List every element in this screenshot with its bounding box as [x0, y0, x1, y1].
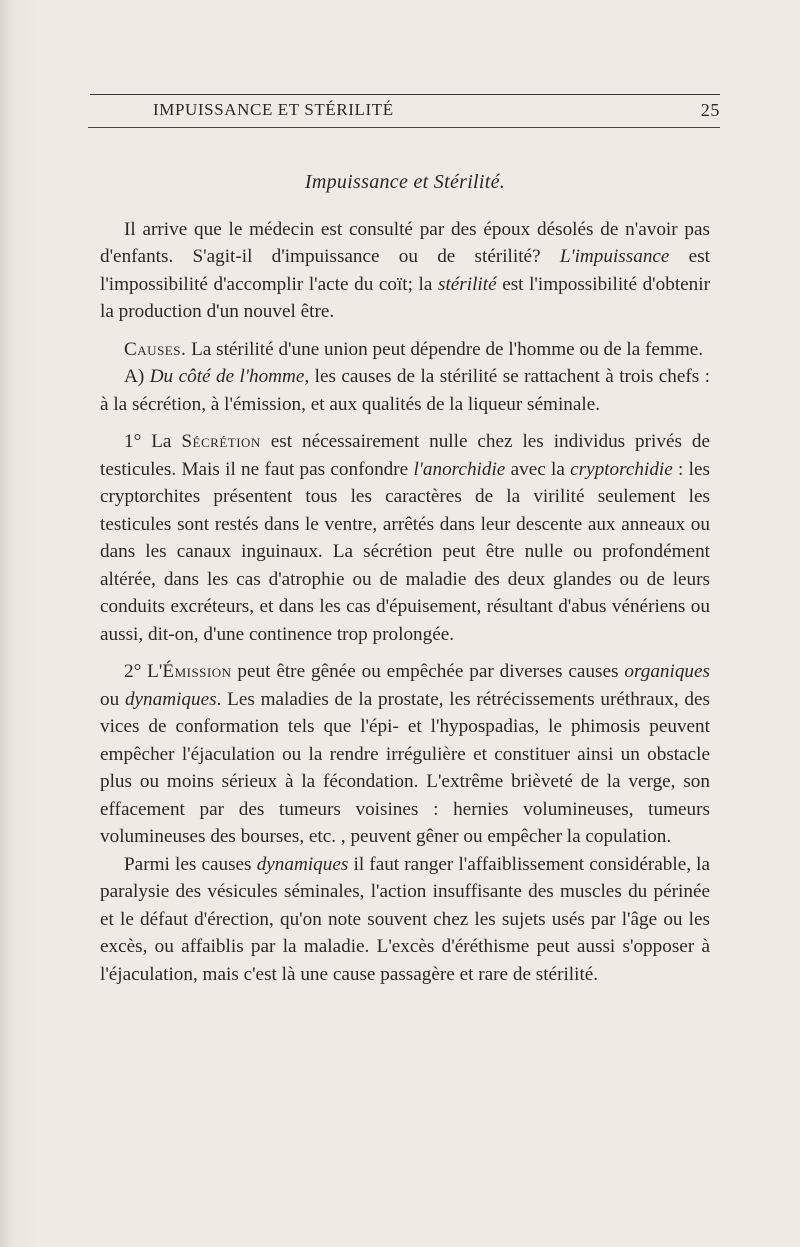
paragraph-causes [100, 336, 710, 364]
text-run: : les cryptorchites présentent tous les caractères de la virilité seulement les testicules sont restés dans le ventre, arrêtés dans leur descente aux anneaux ou dans les canaux inguinaux. La sécrétion peut être nulle ou profondément altérée, dans les cas d'atrophie ou de maladie des deux glandes ou de leurs conduits excréteurs, et dans les cas d'épuisement, résultant d'abus vénériens ou aussi, dit-on, d'une continence trop prolongée. [100, 458, 710, 645]
section-heading: Impuissance et Stérilité. [304, 171, 506, 193]
term-cryptorchidie: cryptorchidie [570, 458, 673, 480]
term-dynamiques: dynamiques [124, 688, 217, 710]
text-run: les causes de la stérilité se rattachent à trois chefs : à la sécrétion, à l'émission, et aux qualités de la liqueur séminale. [100, 366, 711, 415]
label-causes: Causes. [124, 338, 187, 360]
text-run: est nécessairement nulle chez les individus privés de testicules. Mais il ne faut pas confondre [100, 431, 710, 480]
paragraph-emission [100, 658, 710, 851]
text-run: est l'impossibilité d'accomplir l'acte du coït; la [100, 246, 710, 295]
running-head [90, 100, 720, 126]
text-run: Il arrive que le médecin est consulté par des époux désolés de n'avoir pas d'enfants. S'agit-il d'impuissance ou de stérilité? [100, 218, 710, 267]
term-sterilite: stérilité [437, 273, 497, 295]
text-run: est l'impossibilité d'obtenir la production d'un nouvel être. [100, 273, 710, 322]
paragraph-homme [100, 363, 710, 418]
text-run: il faut ranger l'affaiblissement considérable, la paralysie des vésicules séminales, l'action insuffisante des muscles du périnée et le défaut d'érection, qu'on note souvent chez les sujets usés par l'âge ou les excès, ou affaiblis par la maladie. L'excès d'éréthisme peut aussi s'opposer à l'éjaculation, mais c'est là une cause passagère et rare de stérilité. [100, 853, 710, 985]
label-secretion: Sécrétion [181, 431, 261, 452]
text-run: La stérilité d'une union peut dépendre de l'homme ou de la femme. [186, 338, 704, 360]
text-run: 2° L' [124, 661, 163, 682]
text-run: ou [100, 688, 125, 710]
term-dynamiques: dynamiques [256, 853, 349, 875]
running-head-title: IMPUISSANCE ET STÉRILITÉ [153, 100, 394, 119]
page-number: 25 [700, 100, 720, 120]
paragraph-dynamiques [100, 851, 710, 989]
text-run: . Les maladies de la prostate, les rétrécissements uréthraux, des vices de conformation tels que l'épi- et l'hypospadias, le phimosis peuvent empêcher l'éjaculation ou la rendre irrégulière et constituer ainsi un obstacle plus ou moins sérieux à la fécondation. L'extrême brièveté de la verge, son effacement par des tumeurs voisines : hernies volumineuses, tumeurs volumineuses des bourses, etc. , peuvent gêner ou empêcher la copulation. [100, 688, 710, 847]
subheading-homme: Du côté de l'homme, [149, 366, 310, 387]
term-anorchidie: l'anorchidie [413, 458, 506, 480]
term-organiques: organiques [624, 661, 711, 682]
top-rule [90, 94, 720, 95]
text-run: peut être gênée ou empêchée par diverses causes [231, 661, 625, 682]
paragraph-secretion [100, 428, 710, 648]
text-run: avec la [505, 458, 571, 480]
text-run: 1° La [124, 431, 182, 452]
text-run: Parmi les causes [124, 853, 257, 875]
header-rule [88, 127, 720, 128]
paragraph-intro [100, 216, 710, 326]
term-impuissance: L'impuissance [559, 246, 670, 267]
label-emission: Émission [162, 661, 232, 682]
text-run: A) [124, 366, 150, 387]
body-text [100, 140, 710, 998]
